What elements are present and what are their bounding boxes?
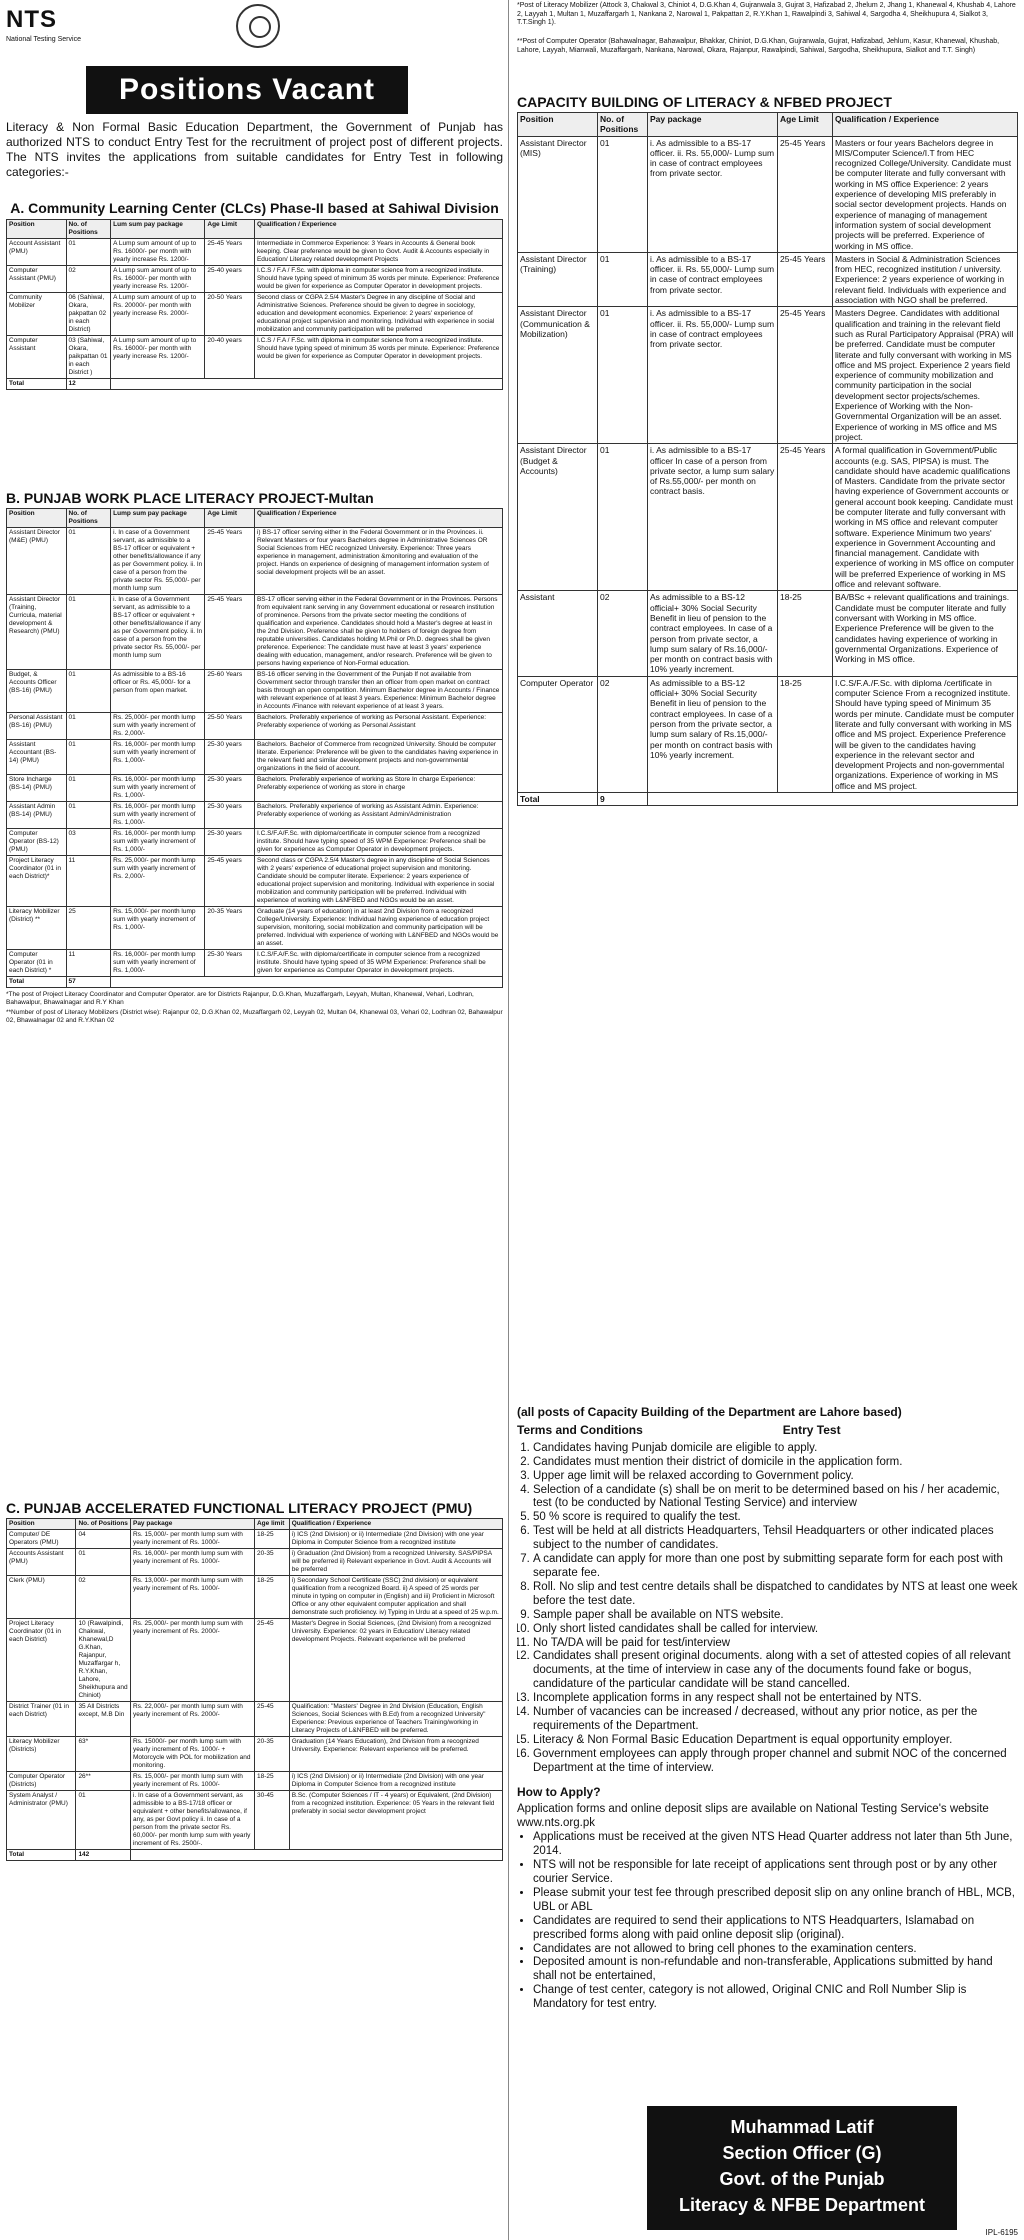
table-cell: Rs. 16,000/- per month lump sum with yearly increment of Rs. 1,000/- [111, 740, 205, 775]
list-item: 1. Candidates having Punjab domicile are eligible to apply. [533, 1442, 1018, 1456]
section-d-table [517, 112, 1018, 806]
table-cell: 11 [66, 950, 111, 977]
total-label: Total [7, 977, 67, 988]
column-header: No. of Positions [598, 113, 648, 137]
table-cell: 01 [598, 444, 648, 591]
list-item: 8. Roll. No slip and test centre details shall be dispatched to candidates by NTS at least one week before the test date. [533, 1581, 1018, 1609]
table-cell: i. In case of a Government servant, as admissible to a BS-17/18 officer or equivalent + other benefits/allowance, if any, as per Govt policy ii. In case of a person from the private sector Rs. 60,000/- per month lump sum with yearly increment of Rs. 2500/-. [130, 1791, 254, 1850]
apply-heading: How to Apply? [517, 1784, 601, 1799]
table-cell: 18-25 [778, 676, 833, 792]
table-cell: 25 [66, 907, 111, 950]
table-cell: Masters in Social & Administration Sciences from HEC, recognized institution / university. Experience: 2 years experience of working in relevant field. Individuals with experience and association with NGO shall be preferred. [833, 252, 1018, 306]
total-empty [648, 793, 1018, 806]
total-empty [111, 977, 503, 988]
table-cell: Rs. 16,000/- per month lump sum with yearly increment of Rs. 1000/- [130, 1549, 254, 1576]
table-row [7, 1530, 503, 1549]
table-cell: Rs. 13,000/- per month lump sum with yearly increment of Rs. 1000/- [130, 1576, 254, 1619]
table-cell: BS-17 officer serving either in the Federal Government or in the Provinces. Persons from equivalent rank serving in any Government educational or research institution of prominence. Persons from the private sector meeting the conditions of qualification and experience. Candidates should hold a Master's degree at least in the 2nd Division. Preference shall be given to holders of foreign degree from reputable universities. Candidates holding M.Phil or Ph.D. degrees shall be given preference. Experience: The candidate must have at least 3 years' experience dealing with education, management, and/or research. Preference will be given to persons having experience of Non-Formal education. [254, 595, 502, 670]
table-row [7, 670, 503, 713]
section-b-note-1: *The post of Project Literacy Coordinator and Computer Operator. are for Districts Rajanpur, D.G.Khan, Muzaffargarh, Leyyah, Multan, Khanewal, Vehari, Lodhran, Bahawalpur, Bhawalnagar and R.Y Khan [6, 991, 474, 1006]
table-cell: Community Mobilizer [7, 293, 67, 336]
list-item: 13. Incomplete application forms in any respect shall not be entertained by NTS. [533, 1692, 1018, 1706]
table-cell: As admissible to a BS-16 officer or Rs. 45,000/- for a person from open market. [111, 670, 205, 713]
table-cell: Bachelors. Preferably experience of working as Store In charge Experience: Preferably experience of working as store in charge [254, 775, 502, 802]
column-header: Age Limit [205, 220, 255, 239]
table-cell: 25-30 Years [205, 950, 255, 977]
nts-logo-subtitle: National Testing Service [6, 36, 81, 43]
column-header: Position [7, 1519, 76, 1530]
table-cell: 25-45 Years [205, 528, 255, 595]
table-cell: 25-45 Years [205, 239, 255, 266]
total-value: 57 [66, 977, 111, 988]
table-cell: Bachelors. Preferably experience of working as Personal Assistant. Experience: Preferably experience of working as Personal Assistant [254, 713, 502, 740]
apply-list [517, 1831, 1018, 2012]
table-cell: i. As admissible to a BS-17 officer In case of a person from private sector, a lump sum salary of Rs.55,000/- per month on contract basis. [648, 444, 778, 591]
table-cell: 35 All Districts except, M.B Din [76, 1702, 131, 1737]
table-cell: Personal Assistant (BS-16) (PMU) [7, 713, 67, 740]
table-cell: i) Graduation (2nd Division) from a recognized University. SAS/PIPSA will be preferred ii) Relevant experience in Govt. Audit & Accounts will be preferred [289, 1549, 502, 1576]
table-row [7, 595, 503, 670]
section-b-title: B. PUNJAB WORK PLACE LITERACY PROJECT-Multan [6, 490, 374, 506]
section-b-note-2: **Number of post of Literacy Mobilizers (District wise): Rajanpur 02, D.G.Khan 02, Muzaffargarh 02, Leyyah 02, Multan 04, Khanewal 03, Vehari 02, Lodhran 02, Bahawalpur 02, Bhawalnagar 02 and R.Y.Khan 02 [6, 1009, 503, 1024]
table-row [7, 907, 503, 950]
table-cell: 25-30 years [205, 802, 255, 829]
table-cell: 25-45 Years [778, 252, 833, 306]
column-header: Age Limit [205, 509, 255, 528]
table-row [518, 252, 1018, 306]
column-header: Pay package [130, 1519, 254, 1530]
list-item: • Applications must be received at the given NTS Head Quarter address not later than 5th June, 2014. [533, 1831, 1018, 1859]
table-row [7, 802, 503, 829]
total-label: Total [7, 1850, 76, 1861]
nts-logo-text: NTS [6, 6, 57, 33]
table-cell: 02 [76, 1576, 131, 1619]
table-cell: 01 [66, 775, 111, 802]
table-cell: 06 (Sahiwal, Okara, pakpattan 02 in each District) [66, 293, 111, 336]
list-item: 6. Test will be held at all districts Headquarters, Tehsil Headquarters or other indicated places subject to the number of candidates. [533, 1525, 1018, 1553]
section-b [6, 490, 503, 1498]
total-row [7, 977, 503, 988]
table-cell: Assistant Director (Training, Curricula, material development & Research) (PMU) [7, 595, 67, 670]
table-cell: 25-30 years [205, 829, 255, 856]
column-header: Qualification / Experience [254, 220, 502, 239]
list-item: 12. Candidates shall present original documents. along with a set of attested copies of all relevant documents, at the time of interview in case any of the documents found fake or bogus, candidature of the particular candidate will be stand cancelled. [533, 1650, 1018, 1692]
table-row [7, 856, 503, 907]
table-cell: Account Assistant (PMU) [7, 239, 67, 266]
table-row [7, 336, 503, 379]
table-cell: i. In case of a Government servant, as admissible to a BS-17 officer or equivalent + other benefits/allowance if any as per Government policy. ii. In case of a person from the private sector Rs. 55,000/- per month lump sum [111, 528, 205, 595]
table-row [7, 293, 503, 336]
table-cell: Graduation (14 Years Education), 2nd Division from a recognized University. Experience: Relevant experience will be preferred. [289, 1737, 502, 1772]
total-value: 12 [66, 379, 111, 390]
table-cell: 03 [66, 829, 111, 856]
table-cell: i. In case of a Government servant, as admissible to a BS-17 officer or equivalent + other benefits/allowance if any as per Government policy. ii. In case of a person from the private sector Rs. 55,000/- per month lump sum [111, 595, 205, 670]
column-header: Pay package [648, 113, 778, 137]
list-item: • Deposited amount is non-refundable and non-transferable, Applications submitted by hand shall not be entertained, [533, 1956, 1018, 1984]
table-cell: 20-35 [254, 1549, 289, 1576]
list-item: • Candidates are not allowed to bring cell phones to the examination centers. [533, 1943, 1018, 1957]
literacy-mobilizer-note: *Post of Literacy Mobilizer (Attock 3, Chakwal 3, Chiniot 4, D.G.Khan 4, Gujranwala 3, Gujrat 3, Hafizabad 2, Jhelum 2, Jhang 1, Khanewal 4, Khushab 4, Lahore 2, Layyah 1, Multan 1, Muzaffargarh 1, Nankana 2, Narowal 1, Pakpattan 2, R.Y.Khan 1, Rawalpindi 3, Sahiwal 4, Sargodha 4, Sheikhupura 4, Sialkot 3, T.T.Singh 1). [517, 2, 1016, 27]
column-header: Position [7, 220, 67, 239]
column-header: Lump sum pay package [111, 509, 205, 528]
column-header: Age Limit [778, 113, 833, 137]
table-cell: Computer Operator (BS-12) (PMU) [7, 829, 67, 856]
list-item: 4. Selection of a candidate (s) shall be on merit to be determined based on his / her academic, test (to be conducted by National Testing Service) and interview [533, 1484, 1018, 1512]
table-cell: 30-45 [254, 1791, 289, 1850]
right-column [517, 0, 1018, 2240]
column-divider [508, 0, 509, 2240]
table-row [7, 1772, 503, 1791]
table-cell: A formal qualification in Government/Public accounts (e.g. SAS, PIPSA) is must. The candidate should have academic qualifications of Masters. Candidate from the private sector having experience of Government accounts or general account book keeping. Candidate must be computer literate and fully conversant with working in MS office and relevant computer software. Experience Minimum two years' experience in Government Accounting and financial management. Candidate with experience of working in MS office on computer will be preferred Experience of working in MS office and relevant software. [833, 444, 1018, 591]
table-cell: Rs. 16,000/- per month lump sum with yearly increment of Rs. 1,000/- [111, 802, 205, 829]
table-cell: Rs. 16,000/- per month lump sum with yearly increment of Rs. 1,000/- [111, 775, 205, 802]
total-empty [130, 1850, 502, 1861]
table-cell: Assistant Director (Training) [518, 252, 598, 306]
terms-section [517, 1406, 1018, 2012]
left-column [6, 0, 503, 2240]
section-c [6, 1500, 503, 2240]
table-row [7, 1619, 503, 1702]
table-cell: Graduate (14 years of education) in at least 2nd Division from a recognized College/University. Experience: Individual having experience of education project supervision, monitoring, social mobilization and community participation will be preferred. Individual with experience of working with L&NFBED and NGOs would be an asset. [254, 907, 502, 950]
computer-operator-note: **Post of Computer Operator (Bahawalnagar, Bahawalpur, Bhakkar, Chiniot, D.G.Khan, Gujranwala, Gujrat, Hafizabad, Jehlum, Kasur, Khanewal, Khushab, Lahore, Layyah, Mianwali, Muzaffargarh, Nankana, Narowal, Okara, Rajanpur, Rawalpindi, Sahiwal, Sargodha, Sheikhupura, Sialkot and T.T. Singh) [517, 38, 1000, 54]
signature-block [647, 2106, 957, 2230]
table-cell: Computer Operator (Districts) [7, 1772, 76, 1791]
table-row [7, 950, 503, 977]
table-cell: 01 [76, 1791, 131, 1850]
table-row [7, 239, 503, 266]
table-cell: Rs. 25,000/- per month lump sum with yearly increment of Rs. 2000/- [130, 1619, 254, 1702]
table-cell: Intermediate in Commerce Experience: 3 Years in Accounts & General book keeping. Clear preference would be given to Govt. Audit & Accounts especially in Education/ Literacy related development Projects [254, 239, 502, 266]
total-row [518, 793, 1018, 806]
list-item: 2. Candidates must mention their district of domicile in the application form. [533, 1456, 1018, 1470]
section-d-footnote: (all posts of Capacity Building of the Department are Lahore based) [517, 1405, 902, 1419]
table-cell: 02 [598, 676, 648, 792]
table-cell: 25-45 Years [205, 595, 255, 670]
table-cell: Computer/ DE Operators (PMU) [7, 1530, 76, 1549]
table-cell: Assistant Accountant (BS-14) (PMU) [7, 740, 67, 775]
table-cell: Assistant Director (Communication & Mobilization) [518, 307, 598, 444]
column-header: Age limit [254, 1519, 289, 1530]
list-item: 5. 50 % score is required to qualify the test. [533, 1511, 1018, 1525]
table-cell: As admissible to a BS-12 official+ 30% Social Security Benefit in lieu of pension to the contract employees. In case of a person from the private sector, a lump sum salary of Rs.15,000/- per month on contract basis with 10% yearly increment. [648, 676, 778, 792]
table-cell: 04 [76, 1530, 131, 1549]
intro-paragraph: Literacy & Non Formal Basic Education Department, the Government of Punjab has authorized NTS to conduct Entry Test for the recruitment of project post of different projects. The NTS invites the applications from suitable candidates for Entry Test in following categories:- [6, 120, 503, 179]
column-header: No. of Positions [66, 509, 111, 528]
table-cell: Assistant Director (Budget & Accounts) [518, 444, 598, 591]
table-cell: Rs. 15,000/- per month lump sum with yearly increment of Rs. 1,000/- [111, 907, 205, 950]
table-row [518, 136, 1018, 252]
list-item: • Please submit your test fee through prescribed deposit slip on any online branch of HBL, MCB, UBL or ABL [533, 1887, 1018, 1915]
nts-logo [6, 6, 116, 58]
table-cell: Project Literacy Coordinator (01 in each District) [7, 1619, 76, 1702]
list-item: • Change of test center, category is not allowed, Original CNIC and Roll Number Slip is Mandatory for test entry. [533, 1984, 1018, 2012]
table-cell: A Lump sum amount of up to Rs. 20000/- per month with yearly increase Rs. 2000/- [111, 293, 205, 336]
table-cell: 20-35 [254, 1737, 289, 1772]
table-cell: i. As admissible to a BS-17 officer. ii. Rs. 55,000/- Lump sum in case of contract employees from private sector. [648, 252, 778, 306]
table-cell: Literacy Mobilizer (Districts) [7, 1737, 76, 1772]
section-a-table [6, 219, 503, 390]
terms-list [517, 1442, 1018, 1776]
apply-intro: Application forms and online deposit slips are available on National Testing Service's website www.nts.org.pk [517, 1803, 989, 1830]
table-cell: Assistant [518, 591, 598, 676]
table-cell: Assistant Admin (BS-14) (PMU) [7, 802, 67, 829]
table-cell: Second class or CGPA 2.5/4 Master's degree in any discipline of Social Sciences with 2 years' experience of educational project supervision and monitoring. Candidate should be computer literate. Experience: 2 years experience of educational project supervision and monitoring. Individual with experience in social mobilization and community participation will be preferred. Individual with experience of working with L&NFBED and NGOs would be an asset. [254, 856, 502, 907]
table-cell: Project Literacy Coordinator (01 in each District)* [7, 856, 67, 907]
list-item: 9. Sample paper shall be available on NTS website. [533, 1609, 1018, 1623]
table-row [7, 1791, 503, 1850]
table-row [518, 676, 1018, 792]
table-row [7, 740, 503, 775]
column-header: Qualification / Experience [289, 1519, 502, 1530]
table-cell: System Analyst / Administrator (PMU) [7, 1791, 76, 1850]
table-cell: Budget, & Accounts Officer (BS-16) (PMU) [7, 670, 67, 713]
table-cell: Rs. 22,000/- per month lump sum with yearly increment of Rs. 2000/- [130, 1702, 254, 1737]
table-cell: 03 (Sahiwal, Okara, paikpattan 01 in each District ) [66, 336, 111, 379]
table-cell: 18-25 [254, 1576, 289, 1619]
list-item: 3. Upper age limit will be relaxed according to Government policy. [533, 1470, 1018, 1484]
table-cell: As admissible to a BS-12 official+ 30% Social Security Benefit in lieu of pension to the contract employees. In case of a person from private sector, a lump sum salary of Rs.16,000/- per month on contract basis with 10% yearly increment. [648, 591, 778, 676]
table-cell: 25-45 [254, 1702, 289, 1737]
table-cell: 18-25 [778, 591, 833, 676]
total-label: Total [7, 379, 67, 390]
table-cell: Rs. 15000/- per month lump sum with yearly increment of Rs. 1000/- + Motorcycle with POL for mobilization and monitoring. [130, 1737, 254, 1772]
table-cell: 25-45 [254, 1619, 289, 1702]
table-cell: 01 [66, 670, 111, 713]
total-value: 9 [598, 793, 648, 806]
table-cell: 63* [76, 1737, 131, 1772]
entry-test-title: Entry Test [782, 1422, 841, 1437]
table-cell: I.C.S / F.A / F.Sc. with diploma in computer science from a recognized institute. Should have typing speed of minimum 35 words per minute. Experience: Preference would be given for experience as Computer Operator in development projects. [254, 336, 502, 379]
table-cell: 25-45 Years [778, 307, 833, 444]
section-c-title: C. PUNJAB ACCELERATED FUNCTIONAL LITERACY PROJECT (PMU) [6, 1500, 473, 1516]
table-row [7, 266, 503, 293]
signatory-org-2: Literacy & NFBE Department [678, 2195, 926, 2215]
list-item: 15. Literacy & Non Formal Basic Education Department is equal opportunity employer. [533, 1734, 1018, 1748]
section-c-table [6, 1518, 503, 1861]
table-cell: 11 [66, 856, 111, 907]
table-cell: Assistant Director (MIS) [518, 136, 598, 252]
table-cell: Rs. 16,000/- per month lump sum with yearly increment of Rs. 1,000/- [111, 829, 205, 856]
table-cell: 01 [598, 252, 648, 306]
table-cell: B.Sc. (Computer Sciences / IT - 4 years) or Equivalent, (2nd Division) from a recognized institution. Experience: 05 Years in the relevant field preferably in social sector development project [289, 1791, 502, 1850]
terms-title: Terms and Conditions [517, 1422, 643, 1437]
table-cell: Assistant Director (M&E) (PMU) [7, 528, 67, 595]
table-cell: 25-30 years [205, 775, 255, 802]
table-cell: 01 [66, 528, 111, 595]
table-row [518, 591, 1018, 676]
table-cell: Rs. 16,000/- per month lump sum with yearly increment of Rs. 1,000/- [111, 950, 205, 977]
table-cell: Rs. 15,000/- per month lump sum with yearly increment of Rs. 1000/- [130, 1530, 254, 1549]
table-cell: 18-25 [254, 1530, 289, 1549]
table-row [7, 713, 503, 740]
column-header: Qualification / Experience [833, 113, 1018, 137]
list-item: • NTS will not be responsible for late receipt of applications sent through post or by any other courier Service. [533, 1859, 1018, 1887]
table-cell: Computer Operator (01 in each District) * [7, 950, 67, 977]
table-cell: Masters Degree. Candidates with additional qualification and training in the relevant field such as Rural Participatory Appraisal (PRA) will be preferred. Candidate must be computer literate and fully conversant with working in MS office and MS project. Experience 2 years field experience of community mobilization and community participation in the social development sector projects/schemes. Experience of Working with the Non-Governmental Organization will be an asset. Experience of working in MS office and MS project. [833, 307, 1018, 444]
table-cell: I.C.S/F.A/F.Sc. with diploma/certificate in computer science from a recognized institute. Should have typing speed of 35 WPM Experience: Preference shall be given for experience as Computer Operator in development projects. [254, 829, 502, 856]
table-cell: Computer Assistant (PMU) [7, 266, 67, 293]
table-cell: 25-30 years [205, 740, 255, 775]
table-row [518, 307, 1018, 444]
table-cell: 10 (Rawalpindi, Chakwal, Khanewal,D G.Khan, Rajanpur, Muzaffargar h, R.Y.Khan, Lahore, Sheikhupura and Chiniot) [76, 1619, 131, 1702]
table-cell: I.C.S/F.A./F.Sc. with diploma /certificate in computer Science From a recognized institute. Should have typing speed of Minimum 35 words per minute. Candidate must be computer literate and fully conversant with working in MS office and MS project. Experience Preference will be given to the candidates having experience in the relevant sector and development Projects and non-governmental organizations. Experience of working in MS office and MS project. [833, 676, 1018, 792]
list-item: 10. Only short listed candidates shall be called for interview. [533, 1623, 1018, 1637]
table-cell: 01 [76, 1549, 131, 1576]
column-header: Qualification / Experience [254, 509, 502, 528]
signatory-designation: Section Officer (G) [722, 2143, 882, 2163]
list-item: 14. Number of vacancies can be increased / decreased, without any prior notice, as per the requirements of the Department. [533, 1706, 1018, 1734]
table-cell: A Lump sum amount of up to Rs. 16000/- per month with yearly increase Rs. 1200/- [111, 266, 205, 293]
list-item: 11. No TA/DA will be paid for test/interview [533, 1637, 1018, 1651]
table-cell: 01 [66, 239, 111, 266]
table-cell: Clerk (PMU) [7, 1576, 76, 1619]
table-cell: Second class or CGPA 2.5/4 Master's Degree in any discipline of Social and Administrative Sciences. Preference should be given to degree in sociology, education and development economics. Experience: 2 years' experience of educational project supervision and monitoring. Individual with experience in social mobilization and community participation will be preferred [254, 293, 502, 336]
signatory-org-1: Govt. of the Punjab [719, 2169, 885, 2189]
table-cell: A Lump sum amount of up to Rs. 16000/- per month with yearly increase Rs. 1200/- [111, 336, 205, 379]
table-cell: 01 [66, 802, 111, 829]
table-cell: 20-35 Years [205, 907, 255, 950]
table-cell: BS-16 officer serving in the Government of the Punjab If not available from Government sector through transfer then an officer from open market on contract basis through an open competition. Minimum Bachelor degree in Accounts / Finance with relevant experience of at least 3 years. Experience: Minimum Bachelor degree in Accounts /Finance with relevant experience of at least 3 years. [254, 670, 502, 713]
column-header: Lum sum pay package [111, 220, 205, 239]
table-row [7, 528, 503, 595]
table-cell: District Trainer (01 in each District) [7, 1702, 76, 1737]
table-cell: 01 [598, 136, 648, 252]
table-cell: 01 [66, 713, 111, 740]
total-row [7, 1850, 503, 1861]
total-value: 142 [76, 1850, 131, 1861]
table-cell: 25-50 Years [205, 713, 255, 740]
table-cell: I.C.S/F.A/F.Sc. with diploma/certificate in computer science from a recognized institute. Should have typing speed of 35 WPM Experience: Preference shall be given for experience as Computer Operator in development projects. [254, 950, 502, 977]
table-cell: Bachelors. Preferably experience of working as Assistant Admin. Experience: Preferably experience of working as Assistant Admin/Administration [254, 802, 502, 829]
table-cell: A Lump sum amount of up to Rs. 16000/- per month with yearly increase Rs. 1200/- [111, 239, 205, 266]
table-cell: Computer Assistant [7, 336, 67, 379]
list-item: • Candidates are required to send their applications to NTS Headquarters, Islamabad on prescribed forms along with paid online deposit slip (original). [533, 1915, 1018, 1943]
table-cell: i. As admissible to a BS-17 officer. ii. Rs. 55,000/- Lump sum in case of contract employees from private sector. [648, 136, 778, 252]
column-header: No. of Positions [76, 1519, 131, 1530]
column-header: No. of Positions [66, 220, 111, 239]
table-cell: 25-45 years [205, 856, 255, 907]
section-a [6, 200, 503, 487]
table-cell: 02 [66, 266, 111, 293]
column-header: Position [518, 113, 598, 137]
section-d-title: CAPACITY BUILDING OF LITERACY & NFBED PROJECT [517, 94, 892, 110]
table-cell: 25-40 years [205, 266, 255, 293]
table-cell: Master's Degree in Social Sciences, (2nd Division) from a recognized University. Experience: 02 years in Education/ Literacy related development Projects. Relevant experience will be preferred [289, 1619, 502, 1702]
section-b-table [6, 508, 503, 988]
section-a-title: A. Community Learning Center (CLCs) Phase-II based at Sahiwal Division [10, 200, 499, 216]
table-row [7, 1737, 503, 1772]
table-cell: Rs. 25,000/- per month lump sum with yearly increment of Rs. 2,000/- [111, 713, 205, 740]
terms-heading [517, 1424, 1018, 1438]
table-cell: i. As admissible to a BS-17 officer. ii. Rs. 55,000/- Lump sum in case of contract employees from private sector. [648, 307, 778, 444]
table-cell: Literacy Mobilizer (District) ** [7, 907, 67, 950]
table-cell: Masters or four years Bachelors degree in MIS/Computer Science/I.T from HEC recognized College/University. Candidate must be computer literate and fully conversant with working in MS office Experience: 2 years experience of developing MIS preferably in social sector development projects. Hands on experience of managing of management information system of social development projects will be preferred. Experience of working in MS office. [833, 136, 1018, 252]
table-cell: 01 [598, 307, 648, 444]
table-row [7, 1576, 503, 1619]
punjab-emblem-icon [236, 4, 280, 48]
table-row [7, 775, 503, 802]
total-empty [111, 379, 503, 390]
table-cell: 01 [66, 740, 111, 775]
list-item: 7. A candidate can apply for more than one post by submitting separate form for each post with separate fee. [533, 1553, 1018, 1581]
table-cell: Accounts Assistant (PMU) [7, 1549, 76, 1576]
table-cell: Store Incharge (BS-14) (PMU) [7, 775, 67, 802]
table-cell: 20-50 Years [205, 293, 255, 336]
signatory-name: Muhammad Latif [730, 2117, 874, 2137]
table-cell: 20-40 years [205, 336, 255, 379]
table-row [7, 1549, 503, 1576]
table-cell: Computer Operator [518, 676, 598, 792]
section-d [517, 94, 1018, 1384]
ipl-code: IPL-6195 [985, 2228, 1018, 2237]
table-cell: Rs. 15,000/- per month lump sum with yearly increment of Rs. 1000/- [130, 1772, 254, 1791]
table-cell: 25-45 Years [778, 136, 833, 252]
list-item: 16. Government employees can apply through proper channel and submit NOC of the concerned Department at the time of interview. [533, 1748, 1018, 1776]
table-row [7, 1702, 503, 1737]
table-cell: BA/BSc + relevant qualifications and trainings. Candidate must be computer literate and fully conversant with Working in MS office. Experience Preference will be given to the candidates having experience of working in governmental Organizations. Experience of Working in MS office. [833, 591, 1018, 676]
table-cell: i) ICS (2nd Division) or ii) Intermediate (2nd Division) with one year Diploma in Computer Science from a recognized institute [289, 1772, 502, 1791]
table-cell: 02 [598, 591, 648, 676]
table-row [518, 444, 1018, 591]
table-cell: 25-60 Years [205, 670, 255, 713]
table-cell: I.C.S / F.A / F.Sc. with diploma in computer science from a recognized institute. Should have typing speed of minimum 35 words per minute. Experience: Preference would be given for experience as Computer Operator in development projects. [254, 266, 502, 293]
table-cell: i) ICS (2nd Division) or ii) Intermediate (2nd Division) with one year Diploma in Computer Science from a recognized institute [289, 1530, 502, 1549]
table-cell: 25-45 Years [778, 444, 833, 591]
table-cell: Bachelors. Bachelor of Commerce from recognized University. Should be computer literate. Experience: Preference will be given to the candidates having experience in the relevant field and similar development projects and non-governmental organizations in the field of account. [254, 740, 502, 775]
table-cell: Rs. 25,000/- per month lump sum with yearly increment of Rs. 2,000/- [111, 856, 205, 907]
table-cell: 01 [66, 595, 111, 670]
table-cell: i) BS-17 officer serving either in the Federal Government or in the Provinces. ii. Relevant Masters or four years Bachelors degree in Administrative Sciences OR Social Sciences from HEC recognized University. Experience: Three years experience in management, administration &monitoring and evaluation of the project. Hands on experience of designing of management information system of social development projects will be an asset. [254, 528, 502, 595]
table-cell: Qualification: "Masters' Degree in 2nd Division (Education, English Sciences, Social Sciences with B.Ed) from a recognized University" Experience: Previous experience of Teachers Training/working in Literacy Projects of L&NFBED will be preferred. [289, 1702, 502, 1737]
table-cell: 26** [76, 1772, 131, 1791]
page-title: Positions Vacant [86, 66, 408, 114]
table-cell: 18-25 [254, 1772, 289, 1791]
total-row [7, 379, 503, 390]
total-label: Total [518, 793, 598, 806]
column-header: Position [7, 509, 67, 528]
table-row [7, 829, 503, 856]
table-cell: i) Secondary School Certificate (SSC) 2nd division) or equivalent qualification from a recognized Board. ii) A speed of 25 words per minute in typing on computer in (English) and iii) Proficient in Microsoft Office or any other equivalent computer application and shall demonstrate such proficiency. iv) Typing in Urdu at a speed of 25 w.p.m. [289, 1576, 502, 1619]
